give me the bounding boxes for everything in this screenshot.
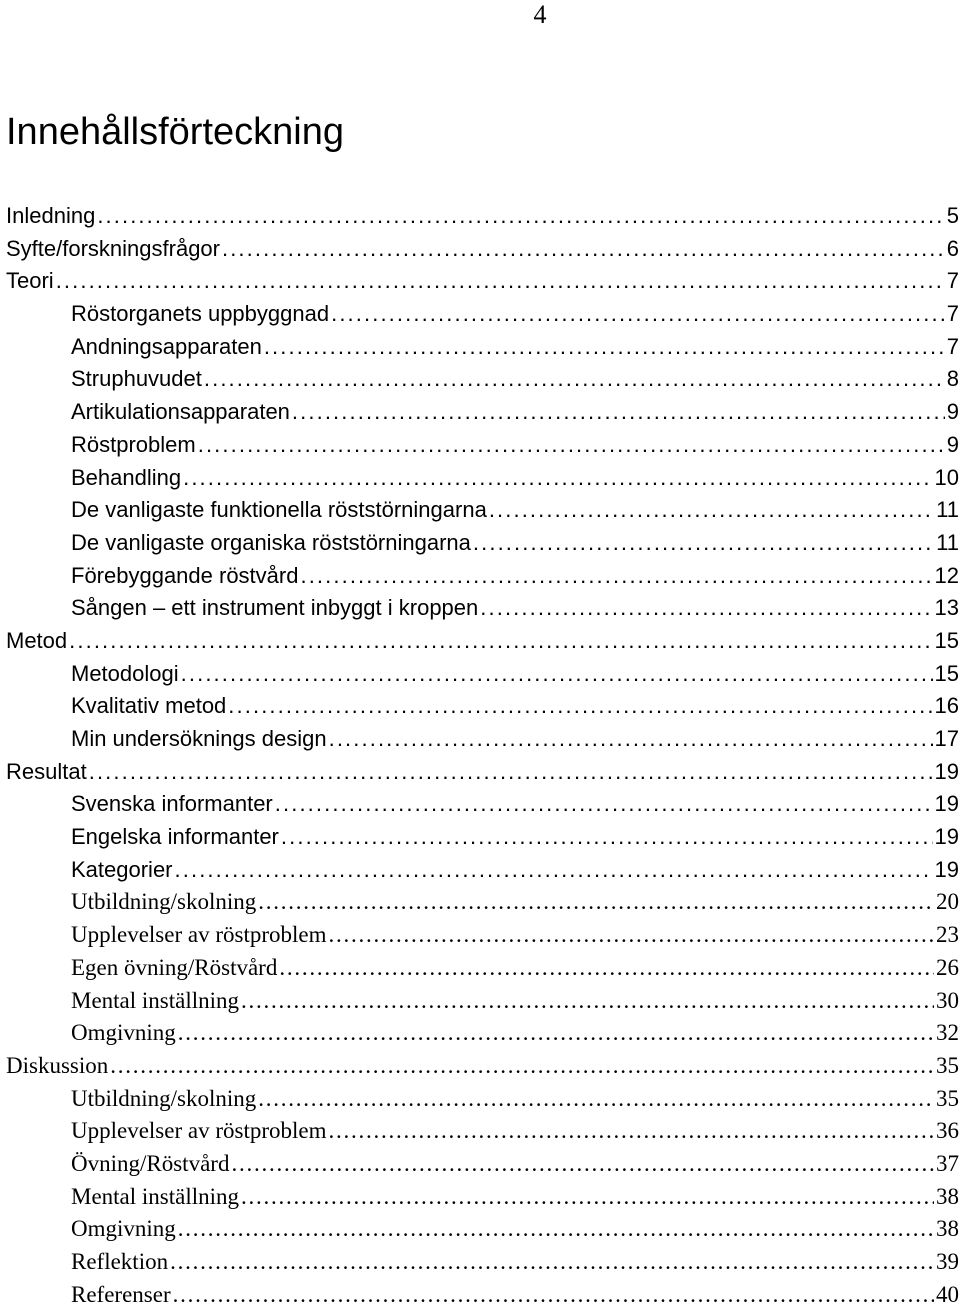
toc-entry-page-number: 19 xyxy=(934,856,959,882)
toc-entry-page-number: 32 xyxy=(936,1020,959,1046)
toc-entry[interactable] xyxy=(6,756,959,789)
toc-dot-leader xyxy=(228,690,932,723)
toc-dot-leader xyxy=(480,592,932,625)
toc-entry-page-number: 35 xyxy=(936,1052,959,1078)
toc-entry-label: Kategorier xyxy=(71,856,173,882)
toc-entry-label: Övning/Röstvård xyxy=(71,1150,230,1176)
toc-entry[interactable] xyxy=(6,1050,959,1083)
toc-entry[interactable] xyxy=(6,788,959,821)
toc-entry-page-number: 11 xyxy=(936,497,959,523)
toc-entry[interactable] xyxy=(6,1181,959,1214)
toc-entry-label: Sången – ett instrument inbyggt i kroppen xyxy=(71,595,479,621)
toc-entry[interactable] xyxy=(6,1279,959,1311)
toc-dot-leader xyxy=(181,658,933,691)
toc-entry[interactable] xyxy=(6,1213,959,1246)
toc-entry[interactable] xyxy=(6,331,959,364)
toc-dot-leader xyxy=(178,1213,934,1246)
toc-entry-page-number: 19 xyxy=(934,824,959,850)
toc-dot-leader xyxy=(183,462,932,495)
toc-entry-label: Reflektion xyxy=(71,1249,169,1274)
toc-dot-leader xyxy=(300,560,932,593)
toc-entry-page-number: 9 xyxy=(946,431,959,457)
toc-dot-leader xyxy=(281,821,933,854)
toc-entry-label: Röstproblem xyxy=(71,431,196,457)
toc-dot-leader xyxy=(331,298,945,331)
toc-entry-label: Min undersöknings design xyxy=(71,726,327,751)
toc-entry-label: Andningsapparaten xyxy=(71,333,262,359)
toc-entry-page-number: 13 xyxy=(934,595,959,621)
toc-entry-label: Struphuvudet xyxy=(71,366,202,392)
toc-entry[interactable] xyxy=(6,429,959,462)
toc-entry-page-number: 16 xyxy=(934,693,959,719)
toc-dot-leader xyxy=(328,919,934,952)
toc-entry-page-number: 37 xyxy=(936,1150,959,1176)
toc-dot-leader xyxy=(97,200,944,233)
toc-dot-leader xyxy=(222,233,945,266)
toc-dot-leader xyxy=(328,1115,934,1148)
toc-entry-label: Diskussion xyxy=(6,1052,109,1078)
toc-entry-page-number: 38 xyxy=(936,1183,959,1209)
toc-entry-page-number: 36 xyxy=(936,1118,959,1144)
toc-entry-label: Inledning xyxy=(6,203,96,228)
toc-entry-label: Referenser xyxy=(71,1281,171,1307)
toc-title: Innehållsförteckning xyxy=(6,111,344,153)
toc-entry-label: Förebyggande röstvård xyxy=(71,562,299,588)
toc-entry-label: Kvalitativ metod xyxy=(71,693,227,719)
toc-entry-label: Syfte/forskningsfrågor xyxy=(6,235,220,261)
toc-dot-leader xyxy=(258,1083,934,1116)
toc-entry-page-number: 15 xyxy=(934,660,959,686)
toc-dot-leader xyxy=(198,429,945,462)
toc-entry-page-number: 35 xyxy=(936,1085,959,1111)
toc-entry-label: De vanligaste organiska röststörningarna xyxy=(71,529,471,555)
toc-entry[interactable] xyxy=(6,265,959,298)
toc-dot-leader xyxy=(178,1017,934,1050)
toc-entry[interactable] xyxy=(6,886,959,919)
toc-dot-leader xyxy=(170,1246,934,1279)
toc-entry[interactable] xyxy=(6,952,959,985)
toc-entry-label: Teori xyxy=(6,268,54,294)
toc-entry-page-number: 38 xyxy=(936,1216,959,1242)
toc-entry-page-number: 5 xyxy=(946,203,959,228)
toc-entry-label: Svenska informanter xyxy=(71,791,273,817)
toc-entry-page-number: 7 xyxy=(946,301,959,327)
toc-entry[interactable] xyxy=(6,690,959,723)
toc-entry-label: Engelska informanter xyxy=(71,824,279,850)
toc-entry-page-number: 26 xyxy=(936,954,959,980)
toc-entry-page-number: 7 xyxy=(946,268,959,294)
toc-entry[interactable] xyxy=(6,625,959,658)
toc-entry[interactable] xyxy=(6,592,959,625)
toc-entry-page-number: 6 xyxy=(946,235,959,261)
toc-entry[interactable] xyxy=(6,396,959,429)
toc-dot-leader xyxy=(175,854,933,887)
toc-entry-label: Behandling xyxy=(71,464,182,490)
toc-entry-label: Utbildning/skolning xyxy=(71,889,257,915)
toc-entry-label: Resultat xyxy=(6,758,87,784)
toc-entry-page-number: 10 xyxy=(934,464,959,490)
toc-entry-label: Utbildning/skolning xyxy=(71,1085,257,1111)
toc-entry-page-number: 19 xyxy=(934,791,959,817)
toc-entry[interactable] xyxy=(6,494,959,527)
toc-entry-label: Upplevelser av röstproblem xyxy=(71,922,327,948)
toc-entry[interactable] xyxy=(6,919,959,952)
toc-entry[interactable] xyxy=(6,723,959,756)
toc-entry-page-number: 19 xyxy=(934,758,959,784)
toc-entry[interactable] xyxy=(6,1083,959,1116)
toc-entry-page-number: 23 xyxy=(936,922,959,948)
toc-entry-label: Mental inställning xyxy=(71,987,240,1013)
toc-dot-leader xyxy=(329,723,933,756)
toc-entry-label: Omgivning xyxy=(71,1020,176,1046)
toc-entry[interactable] xyxy=(6,462,959,495)
toc-dot-leader xyxy=(173,1279,934,1311)
toc-entry[interactable] xyxy=(6,560,959,593)
toc-dot-leader xyxy=(56,265,945,298)
toc-entry[interactable] xyxy=(6,821,959,854)
toc-entry-page-number: 20 xyxy=(936,889,959,915)
page-number: 4 xyxy=(533,0,547,29)
toc-dot-leader xyxy=(110,1050,934,1083)
toc-entry-page-number: 9 xyxy=(946,399,959,425)
toc-entry-page-number: 7 xyxy=(946,333,959,359)
toc-entry[interactable] xyxy=(6,1017,959,1050)
toc-entry-page-number: 12 xyxy=(934,562,959,588)
toc-entry[interactable] xyxy=(6,985,959,1018)
toc-dot-leader xyxy=(231,1148,934,1181)
toc-entry[interactable] xyxy=(6,1148,959,1181)
toc-entry[interactable] xyxy=(6,1115,959,1148)
toc-entry[interactable] xyxy=(6,527,959,560)
toc-entry-page-number: 11 xyxy=(936,529,959,555)
toc-entry-label: Metodologi xyxy=(71,660,179,686)
toc-entry-label: Artikulationsapparaten xyxy=(71,399,290,425)
toc-entry-page-number: 30 xyxy=(936,987,959,1013)
toc-entry[interactable] xyxy=(6,200,959,233)
toc-entry[interactable] xyxy=(6,1246,959,1279)
toc-dot-leader xyxy=(89,756,933,789)
toc-dot-leader xyxy=(241,985,934,1018)
toc-dot-leader xyxy=(204,363,945,396)
toc-entry[interactable] xyxy=(6,233,959,266)
toc-entry-label: De vanligaste funktionella röststörningarna xyxy=(71,497,487,523)
toc-dot-leader xyxy=(264,331,945,364)
toc-entry[interactable] xyxy=(6,363,959,396)
toc-entry-page-number: 17 xyxy=(934,726,959,751)
toc-entry-label: Egen övning/Röstvård xyxy=(71,954,278,980)
toc-dot-leader xyxy=(473,527,934,560)
toc-entry-label: Röstorganets uppbyggnad xyxy=(71,301,330,327)
toc-entry-page-number: 40 xyxy=(936,1281,959,1307)
toc-dot-leader xyxy=(489,494,934,527)
toc-entry[interactable] xyxy=(6,658,959,691)
toc-dot-leader xyxy=(279,952,934,985)
toc-dot-leader xyxy=(258,886,934,919)
toc-entry-label: Omgivning xyxy=(71,1216,176,1242)
toc-entry[interactable] xyxy=(6,854,959,887)
toc-entry[interactable] xyxy=(6,298,959,331)
toc-entry-label: Mental inställning xyxy=(71,1183,240,1209)
toc-entry-label: Upplevelser av röstproblem xyxy=(71,1118,327,1144)
toc-entry-label: Metod xyxy=(6,627,68,653)
toc-dot-leader xyxy=(275,788,933,821)
toc-dot-leader xyxy=(69,625,932,658)
table-of-contents xyxy=(6,200,959,1311)
toc-entry-page-number: 15 xyxy=(934,627,959,653)
toc-dot-leader xyxy=(292,396,945,429)
toc-entry-page-number: 39 xyxy=(936,1249,959,1274)
toc-dot-leader xyxy=(241,1181,934,1214)
toc-entry-page-number: 8 xyxy=(946,366,959,392)
